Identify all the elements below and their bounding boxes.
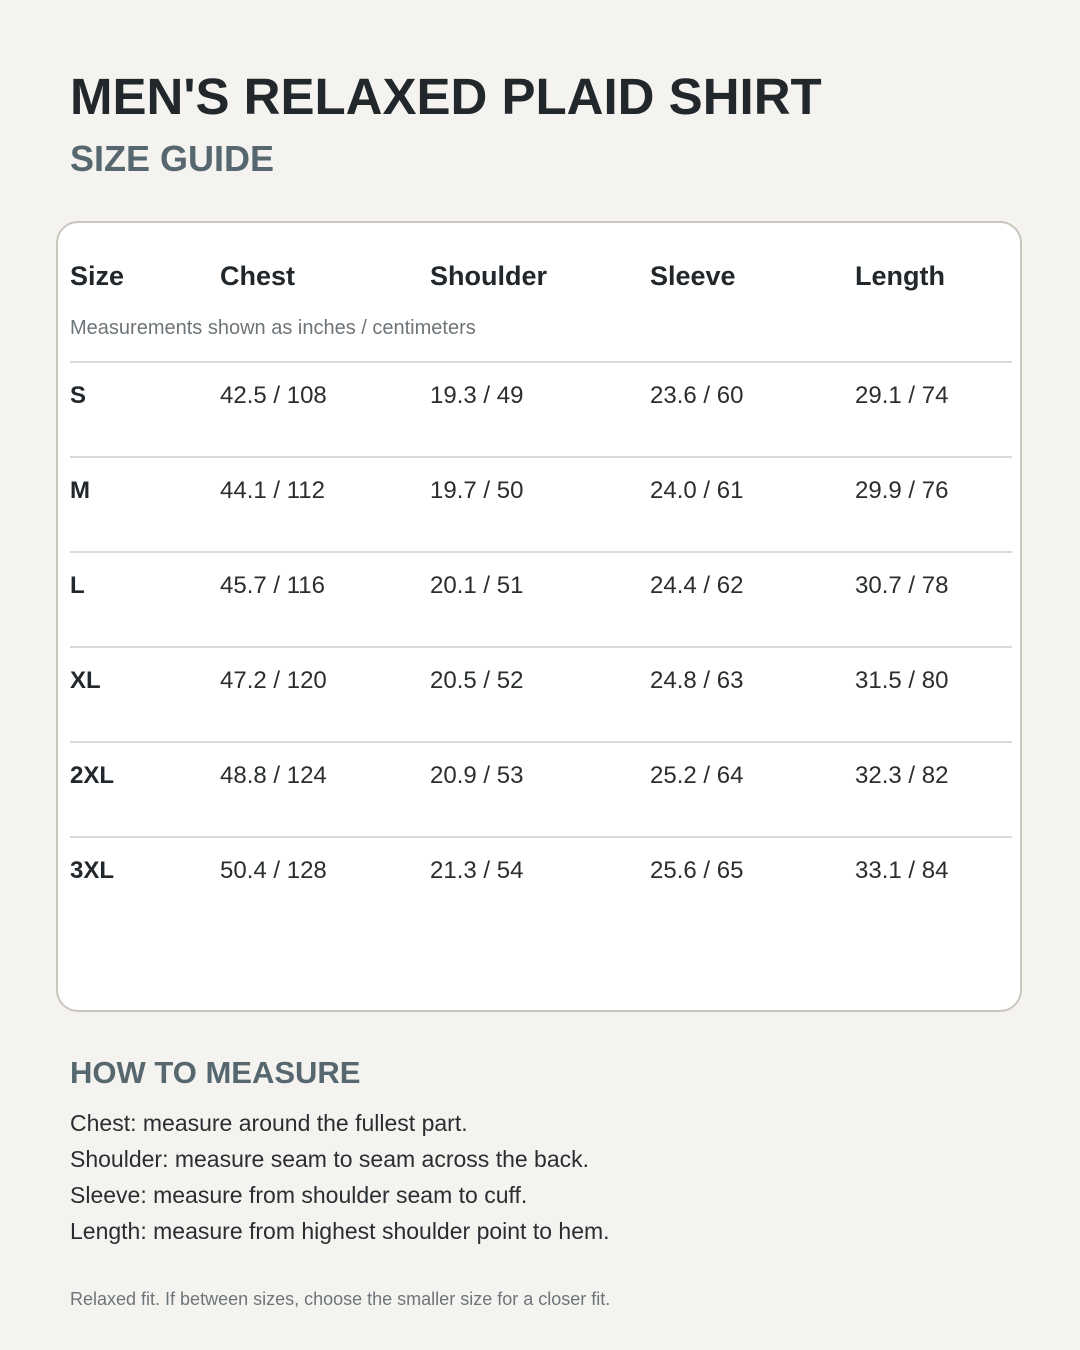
cell-shoulder: 20.5 / 52 [430, 667, 524, 694]
cell-length: 32.3 / 82 [855, 762, 949, 789]
cell-size: S [70, 382, 87, 409]
table-row [70, 361, 1012, 456]
header-size: Size [70, 261, 125, 291]
cell-size: M [70, 477, 90, 504]
header-sleeve: Sleeve [650, 261, 736, 291]
cell-length: 31.5 / 80 [855, 667, 949, 694]
cell-sleeve: 25.2 / 64 [650, 762, 744, 789]
table-row [70, 646, 1012, 741]
table-row [70, 456, 1012, 551]
units-note: Measurements shown as inches / centimeters [70, 317, 476, 339]
measure-instruction-length: Length: measure from highest shoulder point to hem. [70, 1218, 610, 1244]
cell-sleeve: 25.6 / 65 [650, 857, 744, 884]
page-subtitle: SIZE GUIDE [70, 138, 275, 179]
cell-length: 33.1 / 84 [855, 857, 949, 884]
cell-chest: 50.4 / 128 [220, 857, 327, 884]
cell-shoulder: 20.1 / 51 [430, 572, 524, 599]
how-to-measure-list [70, 1105, 610, 1249]
page-title: MEN'S RELAXED PLAID SHIRT [70, 68, 822, 125]
measure-instruction-shoulder: Shoulder: measure seam to seam across the back. [70, 1146, 590, 1172]
cell-chest: 44.1 / 112 [220, 477, 325, 504]
cell-chest: 47.2 / 120 [220, 667, 327, 694]
header-chest: Chest [220, 261, 296, 291]
cell-length: 30.7 / 78 [855, 572, 949, 599]
cell-chest: 48.8 / 124 [220, 762, 327, 789]
cell-sleeve: 24.8 / 63 [650, 667, 744, 694]
cell-size: XL [70, 667, 101, 694]
cell-sleeve: 24.0 / 61 [650, 477, 744, 504]
measure-instruction-chest: Chest: measure around the fullest part. [70, 1110, 468, 1136]
table-row [70, 551, 1012, 646]
cell-chest: 45.7 / 116 [220, 572, 325, 599]
size-table-card [56, 221, 1022, 1012]
table-row [70, 741, 1012, 836]
cell-size: L [70, 572, 85, 599]
cell-chest: 42.5 / 108 [220, 382, 327, 409]
cell-shoulder: 20.9 / 53 [430, 762, 524, 789]
fit-footnote: Relaxed fit. If between sizes, choose the smaller size for a closer fit. [70, 1289, 611, 1309]
how-to-measure-title: HOW TO MEASURE [70, 1055, 361, 1090]
cell-shoulder: 21.3 / 54 [430, 857, 524, 884]
cell-sleeve: 23.6 / 60 [650, 382, 744, 409]
header-length: Length [855, 261, 945, 291]
cell-sleeve: 24.4 / 62 [650, 572, 744, 599]
cell-shoulder: 19.7 / 50 [430, 477, 524, 504]
measure-instruction-sleeve: Sleeve: measure from shoulder seam to cuff. [70, 1182, 528, 1208]
cell-shoulder: 19.3 / 49 [430, 382, 524, 409]
cell-length: 29.9 / 76 [855, 477, 949, 504]
cell-length: 29.1 / 74 [855, 382, 949, 409]
table-row [70, 836, 1012, 931]
cell-size: 2XL [70, 762, 115, 789]
header-shoulder: Shoulder [430, 261, 548, 291]
cell-size: 3XL [70, 857, 115, 884]
